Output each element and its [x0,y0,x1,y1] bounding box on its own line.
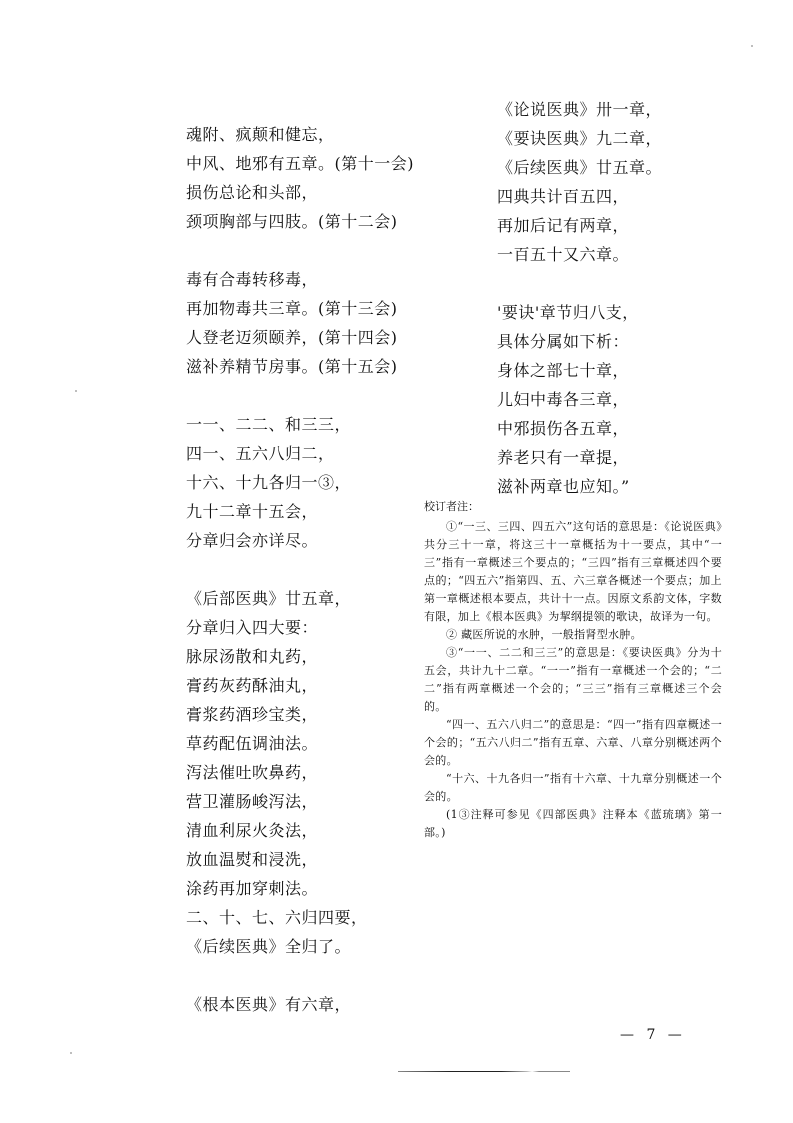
note-paragraph: ①“一三、三四、四五六”这句话的意思是：《论说医典》共分三十一章，将这三十一章概括为十一要点，其中“一三”指有一章概述三个要点的；“三四”指有三章概述四个要点的；“四五六”指第四、五、六三章各概述一个要点；加上第一章概述根本要点，共计十一点。因原文系韵文体，字数有限，加上《根本医典》为挈纲提领的歌诀，故译为一句。 [424,520,722,623]
verse-line: 放血温熨和浸洗， [186,850,319,869]
verse-line: 《后部医典》廿五章， [186,589,352,608]
verse-line: 分章归入四大要： [186,618,319,637]
verse-line: 人登老迈须颐养，(第十四会) [186,328,398,347]
verse-line: 毒有合毒转移毒， [186,270,319,289]
notes-title: 校订者注： [424,500,479,513]
verse-line: 身体之部七十章， [497,361,630,380]
verse-line: 损伤总论和头部， [186,183,319,202]
verse-line: 《后续医典》廿五章。 [497,158,663,177]
scan-speck [751,45,753,47]
scan-speck [70,1052,72,1054]
verse-line: 四一、五六八归二， [186,444,335,463]
verse-line: 分章归会亦详尽。 [186,531,319,550]
verse-line: 颈项胸部与四肢。(第十二会) [186,212,398,231]
stanza-gap [186,381,456,410]
stanza-gap [186,236,456,265]
editor-notes [424,498,722,842]
verse-line: 《根本医典》有六章， [186,995,352,1014]
verse-line: 四典共计百五四， [497,187,630,206]
verse-line: 二、十、七、六归四要， [186,908,368,927]
verse-line: 膏药灰药酥油丸， [186,676,319,695]
verse-line: 泻法催吐吹鼻药， [186,763,319,782]
verse-line: 十六、十九各归一③， [186,473,352,492]
verse-line: 具体分属如下析： [497,332,630,351]
note-paragraph: ③“一一、二二和三三”的意思是：《要诀医典》分为十五会，共计九十二章。“一一”指有一章概述一个会的；“二二”指有两章概述一个会的；“三三”指有三章概述三个会的。 [424,646,722,713]
verse-line: 《要诀医典》九二章， [497,129,663,148]
verse-line: 营卫灌肠峻泻法， [186,792,319,811]
verse-line: 再加后记有两章， [497,216,630,235]
verse-line: 《论说医典》卅一章， [497,100,663,119]
verse-line: 《后续医典》全归了。 [186,937,352,956]
left-verse-column [186,120,456,1019]
page-number: — 7 — [620,1027,686,1043]
verse-line: 脉尿汤散和丸药， [186,647,319,666]
verse-line: 膏浆药酒珍宝类， [186,705,319,724]
verse-line: 清血利尿火灸法， [186,821,319,840]
note-paragraph: (1③注释可参见《四部医典》注释本《蓝琉璃》第一部。) [424,808,722,839]
scan-speck [75,390,77,392]
verse-line: 草药配伍调油法。 [186,734,319,753]
note-paragraph: “十六、十九各归一”指有十六章、十九章分别概述一个会的。 [424,772,722,803]
bottom-scan-rule [398,1071,570,1072]
right-verse-column [497,95,767,501]
verse-line: 养老只有一章提， [497,448,630,467]
notes-body [424,518,722,842]
stanza-gap [186,961,456,990]
verse-line: 涂药再加穿刺法。 [186,879,319,898]
verse-line: 一百五十又六章。 [497,245,630,264]
verse-line: 中风、地邪有五章。(第十一会) [186,154,414,173]
verse-line: 一一、二二、和三三， [186,415,352,434]
note-paragraph: “四一、五六八归二”的意思是：“四一”指有四章概述一个会的；“五六八归二”指有五章、六章、八章分别概述两个会的。 [424,718,722,767]
verse-line: 中邪损伤各五章， [497,419,630,438]
verse-line: 滋补两章也应知。” [497,477,630,496]
verse-line: '要诀'章节归八支， [497,303,639,322]
verse-line: 九十二章十五会， [186,502,319,521]
stanza-gap [497,269,767,298]
verse-line: 滋补养精节房事。(第十五会) [186,357,398,376]
note-paragraph: ② 藏医所说的水肿，一般指肾型水肿。 [446,628,642,641]
verse-line: 再加物毒共三章。(第十三会) [186,299,398,318]
verse-line: 儿妇中毒各三章， [497,390,630,409]
verse-line: 魂附、疯颠和健忘， [186,125,335,144]
stanza-gap [186,555,456,584]
